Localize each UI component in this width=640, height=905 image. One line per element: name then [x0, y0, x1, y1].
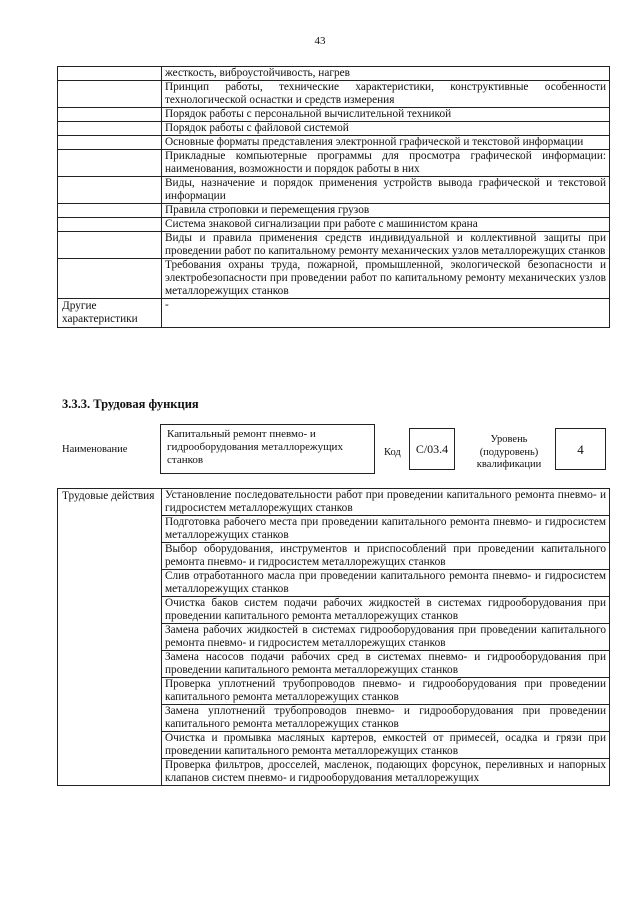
empty-label-cell [58, 81, 162, 108]
empty-label-cell [58, 177, 162, 204]
table-cell: Правила строповки и перемещения грузов [162, 204, 610, 218]
table-cell: Замена насосов подачи рабочих сред в системах пневмо- и гидрооборудования при проведении капитального ремонта металлорежущих станков [162, 651, 610, 678]
function-code-box: C/03.4 [409, 428, 455, 470]
function-name-box: Капитальный ремонт пневмо- и гидрооборудования металлорежущих станков [160, 424, 375, 474]
table-cell: Прикладные компьютерные программы для просмотра графической информации: наименования, возможности и порядок работы в них [162, 150, 610, 177]
table-row [58, 136, 610, 150]
section-heading: 3.3.3. Трудовая функция [62, 397, 199, 411]
labour-actions-label: Трудовые действия [58, 489, 162, 786]
other-characteristics-label: Другие характеристики [58, 299, 162, 328]
page-number: 43 [314, 35, 326, 47]
table-cell: Очистка и промывка масляных картеров, емкостей от примесей, осадка и грязи при проведении капитального ремонта металлорежущих станков [162, 732, 610, 759]
empty-label-cell [58, 204, 162, 218]
table-row-other [58, 299, 610, 328]
table-cell: Слив отработанного масла при проведении капитального ремонта пневмо- и гидросистем металлорежущих станков [162, 570, 610, 597]
table-cell: жесткость, виброустойчивость, нагрев [162, 67, 610, 81]
empty-label-cell [58, 232, 162, 259]
qualification-level-box: 4 [555, 428, 606, 470]
table-row [58, 108, 610, 122]
table-cell: Требования охраны труда, пожарной, промышленной, экологической безопасности и электробезопасности при проведении работ по капитальному ремонту механических узлов металлорежущих станков [162, 259, 610, 299]
table-cell: Принцип работы, технические характеристики, конструктивные особенности технологической оснастки и средств измерения [162, 81, 610, 108]
table-cell: Проверка фильтров, дросселей, масленок, подающих форсунок, переливных и напорных клапанов систем пневмо- и гидрооборудования металлорежущих [162, 759, 610, 786]
code-label: Код [384, 447, 401, 458]
labour-actions-table [57, 488, 610, 786]
empty-label-cell [58, 136, 162, 150]
table-cell: Виды и правила применения средств индивидуальной и коллективной защиты при проведении работ по капитальному ремонту механических узлов металлорежущих станков [162, 232, 610, 259]
knowledge-table [57, 66, 610, 328]
table-cell: Замена уплотнений трубопроводов пневмо- и гидрооборудования при проведении капитального ремонта металлорежущих станков [162, 705, 610, 732]
table-row [58, 489, 610, 516]
empty-label-cell [58, 218, 162, 232]
table-row [58, 67, 610, 81]
table-row [58, 204, 610, 218]
table-cell: Виды, назначение и порядок применения устройств вывода графической и текстовой информации [162, 177, 610, 204]
table-row [58, 218, 610, 232]
table-cell: Порядок работы с персональной вычислительной техникой [162, 108, 610, 122]
table-row [58, 177, 610, 204]
table-cell: Подготовка рабочего места при проведении капитального ремонта пневмо- и гидросистем металлорежущих станков [162, 516, 610, 543]
table-cell: Порядок работы с файловой системой [162, 122, 610, 136]
table-row [58, 259, 610, 299]
table-row [58, 122, 610, 136]
table-row [58, 81, 610, 108]
empty-label-cell [58, 108, 162, 122]
level-label: Уровень (подуровень) квалификации [476, 434, 542, 470]
table-cell: Выбор оборудования, инструментов и приспособлений при проведении капитального ремонта пневмо- и гидросистем металлорежущих станков [162, 543, 610, 570]
empty-label-cell [58, 122, 162, 136]
table-cell: Установление последовательности работ при проведении капитального ремонта пневмо- и гидросистем металлорежущих станков [162, 489, 610, 516]
table-cell: Основные форматы представления электронной графической и текстовой информации [162, 136, 610, 150]
table-row [58, 232, 610, 259]
table-row [58, 150, 610, 177]
empty-label-cell [58, 259, 162, 299]
empty-label-cell [58, 67, 162, 81]
table-cell: Система знаковой сигнализации при работе с машинистом крана [162, 218, 610, 232]
table-cell: Очистка баков систем подачи рабочих жидкостей в системах гидрооборудования при проведении капитального ремонта металлорежущих станков [162, 597, 610, 624]
other-characteristics-value: - [162, 299, 610, 328]
table-cell: Замена рабочих жидкостей в системах гидрооборудования при проведении капитального ремонта пневмо- и гидросистем металлорежущих станков [162, 624, 610, 651]
table-cell: Проверка уплотнений трубопроводов пневмо- и гидрооборудования при проведении капитального ремонта металлорежущих станков [162, 678, 610, 705]
empty-label-cell [58, 150, 162, 177]
name-label: Наименование [62, 444, 128, 455]
